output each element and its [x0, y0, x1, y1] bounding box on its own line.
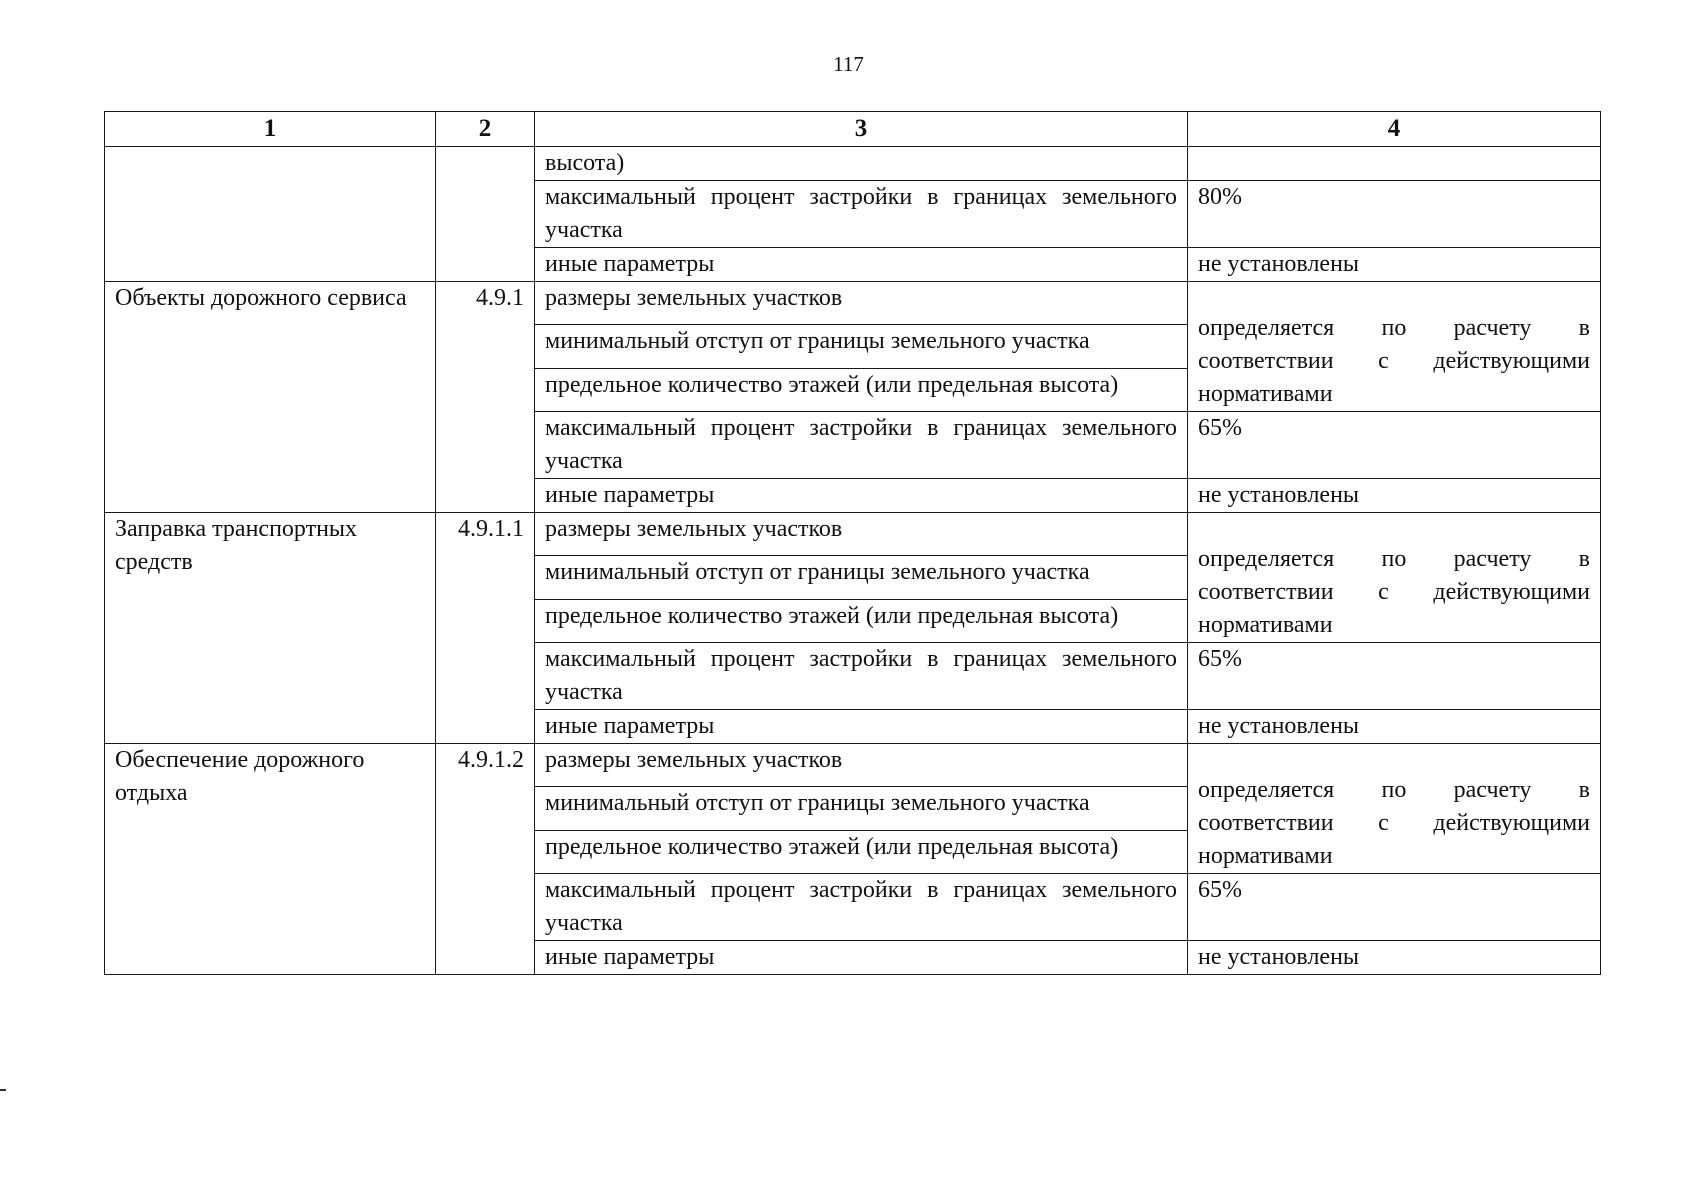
column-header-2: 2 [436, 112, 535, 147]
use-name-cell: Обеспечение дорожного отдыха [105, 744, 436, 975]
value-cell: 80% [1188, 181, 1601, 248]
param-cell: минимальный отступ от границы земельного участка [535, 787, 1188, 830]
percent-value-cell: 65% [1188, 643, 1601, 710]
param-cell: высота) [535, 147, 1188, 181]
shared-value-cell [1188, 282, 1601, 412]
param-cell: предельное количество этажей (или предельная высота) [535, 368, 1188, 411]
column-header-1: 1 [105, 112, 436, 147]
table-row [105, 513, 1601, 556]
name-cell [105, 147, 436, 282]
table-row [105, 282, 1601, 325]
shared-value-text: определяется по расчету в соответствии с действующими нормативами [1198, 546, 1590, 638]
param-cell: размеры земельных участков [535, 282, 1188, 325]
param-cell: максимальный процент застройки в границах земельного участка [535, 181, 1188, 248]
other-value-cell: не установлены [1188, 941, 1601, 975]
param-cell: предельное количество этажей (или предельная высота) [535, 599, 1188, 642]
use-code-cell: 4.9.1.2 [436, 744, 535, 975]
shared-value-text: определяется по расчету в соответствии с действующими нормативами [1198, 777, 1590, 869]
code-cell [436, 147, 535, 282]
use-code-cell: 4.9.1 [436, 282, 535, 513]
use-name-cell: Объекты дорожного сервиса [105, 282, 436, 513]
param-cell: максимальный процент застройки в границах земельного участка [535, 412, 1188, 479]
param-cell: размеры земельных участков [535, 513, 1188, 556]
table-row [105, 744, 1601, 787]
value-cell: не установлены [1188, 248, 1601, 282]
percent-value-cell: 65% [1188, 412, 1601, 479]
param-cell: иные параметры [535, 479, 1188, 513]
param-cell: минимальный отступ от границы земельного участка [535, 556, 1188, 599]
table-row [105, 147, 1601, 181]
other-value-cell: не установлены [1188, 710, 1601, 744]
use-code-cell: 4.9.1.1 [436, 513, 535, 744]
land-use-parameters-table [104, 111, 1601, 975]
param-cell: минимальный отступ от границы земельного участка [535, 325, 1188, 368]
shared-value-text: определяется по расчету в соответствии с действующими нормативами [1198, 315, 1590, 407]
param-cell: максимальный процент застройки в границах земельного участка [535, 643, 1188, 710]
param-cell: максимальный процент застройки в границах земельного участка [535, 874, 1188, 941]
param-cell: предельное количество этажей (или предельная высота) [535, 830, 1188, 873]
page-number: 117 [833, 52, 864, 76]
param-cell: иные параметры [535, 941, 1188, 975]
percent-value-cell: 65% [1188, 874, 1601, 941]
param-cell: иные параметры [535, 710, 1188, 744]
use-name-cell: Заправка транспортных средств [105, 513, 436, 744]
shared-value-cell [1188, 744, 1601, 874]
column-header-3: 3 [535, 112, 1188, 147]
param-cell: размеры земельных участков [535, 744, 1188, 787]
scan-margin-mark [0, 1089, 6, 1091]
other-value-cell: не установлены [1188, 479, 1601, 513]
param-cell: иные параметры [535, 248, 1188, 282]
value-cell [1188, 147, 1601, 181]
shared-value-cell [1188, 513, 1601, 643]
column-header-4: 4 [1188, 112, 1601, 147]
header-row [105, 112, 1601, 147]
